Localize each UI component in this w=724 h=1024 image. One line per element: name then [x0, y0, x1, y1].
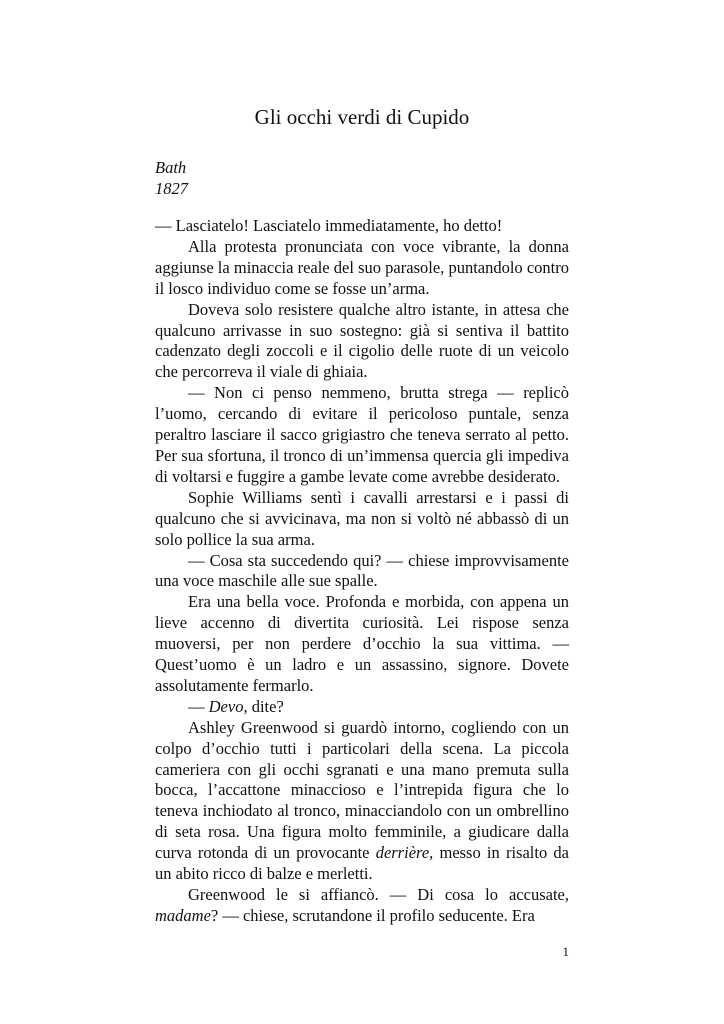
paragraph-10-pre: Greenwood le si affiancò. — Di cosa lo accusate, [188, 885, 569, 904]
paragraph-3: Doveva solo resistere qualche altro istante, in attesa che qualcuno arrivasse in suo sostegno: già si sentiva il battito cadenzato degli zoccoli e il cigolio delle ruote di un veicolo che percorreva il viale di ghiaia. [155, 299, 569, 382]
paragraph-10-italic: madame [155, 905, 211, 925]
paragraph-9-post: messo in risalto da un abito ricco di balze e merletti. [155, 843, 569, 884]
paragraph-1: — Lasciatelo! Lasciatelo immediatamente, ho detto! [155, 216, 503, 235]
paragraph-8 [155, 697, 569, 718]
paragraph-8-italic: Devo [208, 696, 244, 716]
setting-block [155, 157, 188, 199]
paragraph-7: Era una bella voce. Profonda e morbida, con appena un lieve accenno di divertita curiosità. Lei rispose senza muoversi, per non perdere d’occhio la sua vittima. — Quest’uomo è un ladro e un assassino, signore. Dovete assolutamente fermarlo. [155, 592, 569, 695]
paragraph-9 [155, 718, 569, 885]
paragraph-9-pre: Ashley Greenwood si guardò intorno, cogliendo con un colpo d’occhio tutti i particolari della scena. La piccola cameriera con gli occhi sgranati e una mano premuta sulla bocca, l’accattone minaccioso e l’intrepida figura che lo teneva inchiodato al tronco, minacciandolo con un ombrellino di seta rosa. Una figura molto femminile, a giudicare dalla curva rotonda di un provocante [155, 717, 569, 863]
paragraph-9-italic: derrière, [375, 843, 434, 863]
paragraph-5: Sophie Williams sentì i cavalli arrestarsi e i passi di qualcuno che si avvicinava, ma non si voltò né abbassò di un solo pollice la sua arma. [155, 487, 569, 549]
paragraph-10-post: ? — chiese, scrutandone il profilo seducente. Era [210, 905, 535, 925]
chapter-title: Gli occhi verdi di Cupido [254, 105, 470, 129]
paragraph-8-pre: — [188, 696, 209, 716]
setting-year: 1827 [155, 179, 188, 198]
paragraph-8-post: , dite? [243, 696, 284, 716]
page-number: 1 [562, 944, 569, 959]
paragraph-6: — Cosa sta succedendo qui? — chiese improvvisamente una voce maschile alle sue spalle. [155, 550, 569, 591]
setting-place: Bath [155, 158, 187, 177]
paragraph-2: Alla protesta pronunciata con voce vibrante, la donna aggiunse la minaccia reale del suo parasole, puntandolo contro il losco individuo come se fosse un’arma. [155, 236, 569, 298]
body-text [155, 216, 569, 927]
paragraph-10 [155, 885, 569, 927]
paragraph-4: — Non ci penso nemmeno, brutta strega — replicò l’uomo, cercando di evitare il pericoloso puntale, senza peraltro lasciare il sacco grigiastro che teneva serrato al petto. Per sua sfortuna, il tronco di un’immensa quercia gli impediva di voltarsi e fuggire a gambe levate come avrebbe desiderato. [155, 383, 569, 486]
